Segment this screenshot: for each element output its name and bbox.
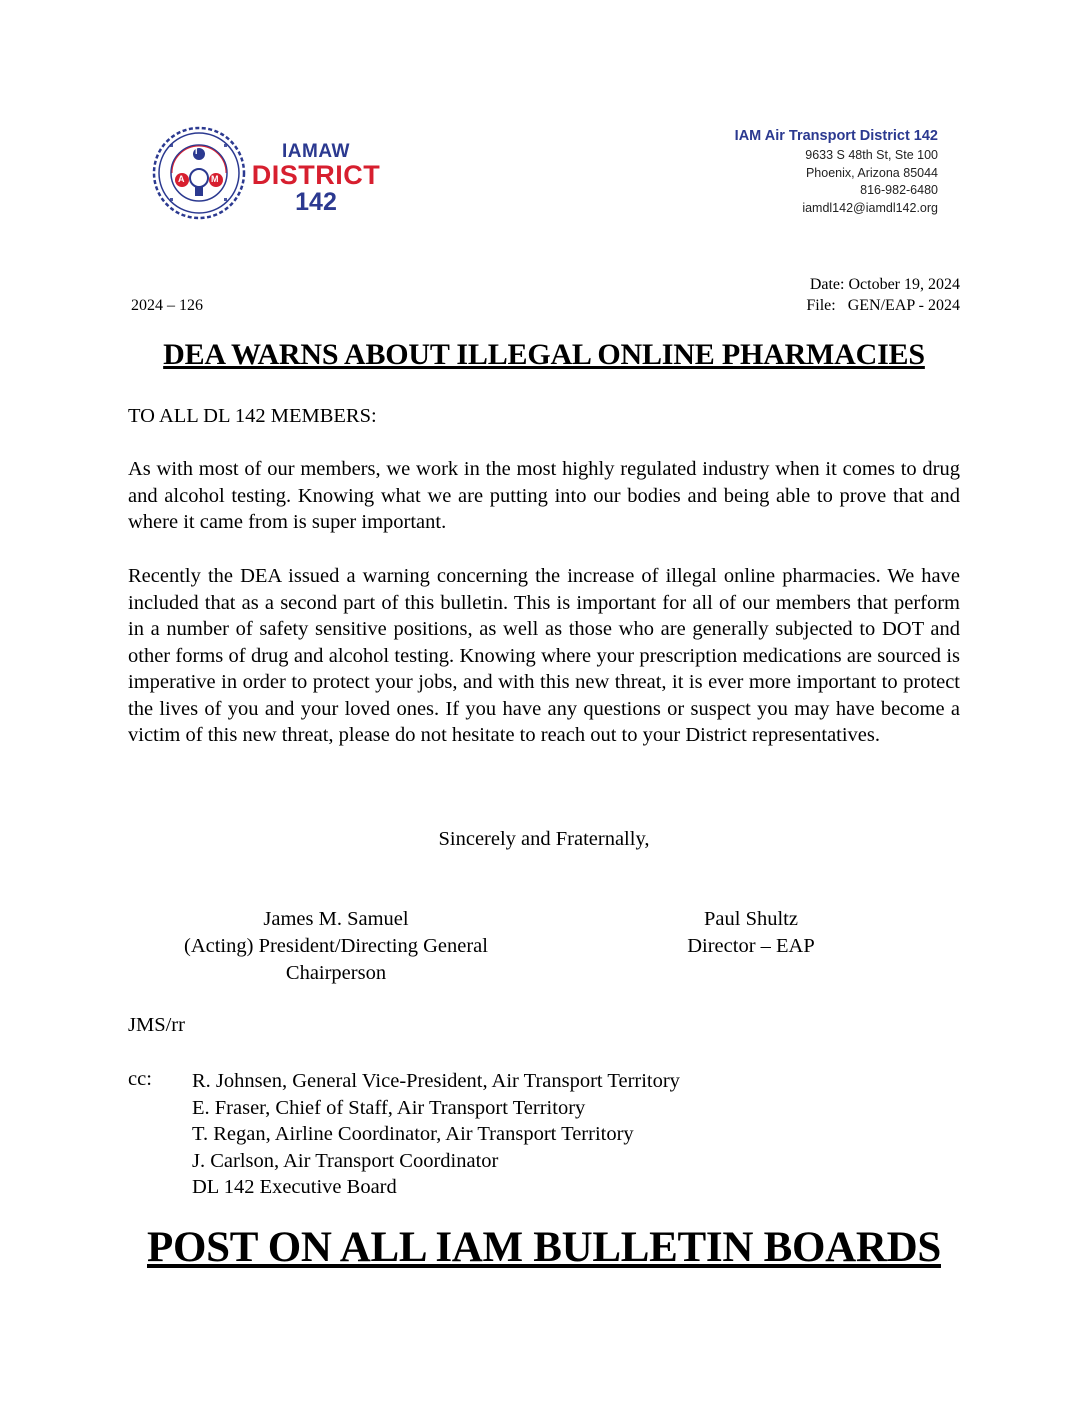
closing: Sincerely and Fraternally, xyxy=(438,828,650,850)
seal-letter-i: I xyxy=(195,146,198,156)
letterhead-address-line2: Phoenix, Arizona 85044 xyxy=(805,165,938,180)
letterhead-email: iamdl142@iamdl142.org xyxy=(802,200,938,215)
logo-district-number: 142 xyxy=(295,188,337,216)
bulletin-date: Date: October 19, 2024 xyxy=(809,276,960,293)
letterhead-address xyxy=(735,128,938,217)
cc-recipient: J. Carlson, Air Transport Coordinator xyxy=(192,1149,499,1172)
cc-label: cc: xyxy=(128,1068,152,1090)
bulletin-file: File: GEN/EAP - 2024 xyxy=(806,297,960,314)
logo-district: DISTRICT xyxy=(251,160,381,190)
body-paragraph-1: As with most of our members, we work in the most highly regulated industry when it comes to drug and alcohol testing. Knowing what we are putting into our bodies and being able to prove that and where it came from is super important. xyxy=(128,458,960,533)
typist-initials: JMS/rr xyxy=(128,1014,185,1036)
letterhead-phone: 816-982-6480 xyxy=(860,183,938,197)
cc-recipient: E. Fraser, Chief of Staff, Air Transport Territory xyxy=(192,1096,586,1119)
signatory-title: (Acting) President/Directing General xyxy=(184,935,488,957)
cc-recipient: DL 142 Executive Board xyxy=(192,1176,397,1198)
union-seal-logo xyxy=(152,126,246,220)
letterhead-address-line1: 9633 S 48th St, Ste 100 xyxy=(805,148,938,162)
bulletin-number: 2024 – 126 xyxy=(131,297,203,314)
letterhead-org: IAM Air Transport District 142 xyxy=(734,128,938,144)
seal-letter-a: A xyxy=(178,174,185,184)
district-logo-wordmark xyxy=(246,142,386,215)
seal-letter-m: M xyxy=(211,174,219,184)
signatory-title-continued: Chairperson xyxy=(285,962,387,984)
salutation: TO ALL DL 142 MEMBERS: xyxy=(128,405,377,427)
signatory-2 xyxy=(640,906,862,960)
cc-recipient: R. Johnsen, General Vice-President, Air Transport Territory xyxy=(192,1070,680,1092)
signatory-name: James M. Samuel xyxy=(263,908,409,930)
posting-notice: POST ON ALL IAM BULLETIN BOARDS xyxy=(147,1224,941,1271)
body-paragraph-2: Recently the DEA issued a warning concerning the increase of illegal online pharmacies. We have included that as a second part of this bulletin. This is important for all of our members that perform in a number of safety sensitive positions, as well as those who are generally subjected to DOT and other forms of drug and alcohol testing. Knowing where your prescription medications are sourced is imperative in order to protect your jobs, and with this new threat, it is ever more important to protect the lives of you and your loved ones. If you have any questions or suspect you may have become a victim of this new threat, please do not hesitate to reach out to your District representatives. xyxy=(128,565,960,746)
logo-iamaw: IAMAW xyxy=(282,141,350,162)
cc-recipient: T. Regan, Airline Coordinator, Air Transport Territory xyxy=(192,1123,634,1145)
signatory-1 xyxy=(150,906,522,987)
cc-list xyxy=(192,1068,680,1201)
bulletin-title: DEA WARNS ABOUT ILLEGAL ONLINE PHARMACIES xyxy=(163,338,925,371)
signatory-name: Paul Shultz xyxy=(704,908,798,930)
signatory-title: Director – EAP xyxy=(687,935,815,957)
